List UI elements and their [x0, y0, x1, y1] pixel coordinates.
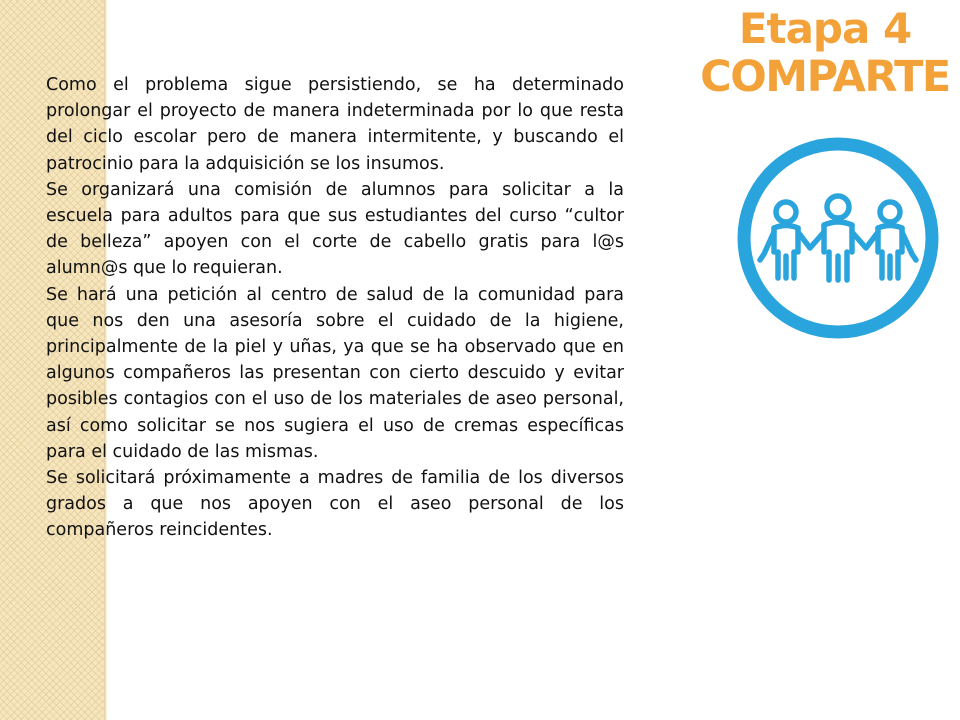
three-people-holding-hands-icon	[728, 128, 948, 348]
slide-body-text	[46, 72, 624, 544]
stage-name-label: COMPARTE	[700, 52, 950, 102]
paragraph-health-center-request: Se hará una petición al centro de salud de la comunidad para que nos den una asesoría sobre el cuidado de la higiene, principalmente de la piel y uñas, ya que se ha observado que en algunos compañeros las presentan con cierto descuido y evitar posibles contagios con el uso de los materiales de aseo personal, así como solicitar se nos sugiera el uso de cremas específicas para el cuidado de las mismas.	[46, 284, 624, 462]
paragraph-parents-request: Se solicitará próximamente a madres de familia de los diversos grados a que nos apoyen con el aseo personal de los compañeros reincidentes.	[46, 468, 624, 541]
paragraph-project-extension: Como el problema sigue persistiendo, se ha determinado prolongar el proyecto de manera indeterminada por lo que resta del ciclo escolar pero de manera intermitente, y buscando el patrocinio para la adquisición se los insumos.	[46, 75, 624, 174]
paragraph-student-commission: Se organizará una comisión de alumnos para solicitar a la escuela para adultos para que sus estudiantes del curso “cultor de belleza” apoyen con el corte de cabello gratis para l@s alumn@s que lo requieran.	[46, 179, 624, 279]
stage-badge-title	[690, 4, 960, 102]
stage-number-label: Etapa 4	[738, 4, 912, 53]
